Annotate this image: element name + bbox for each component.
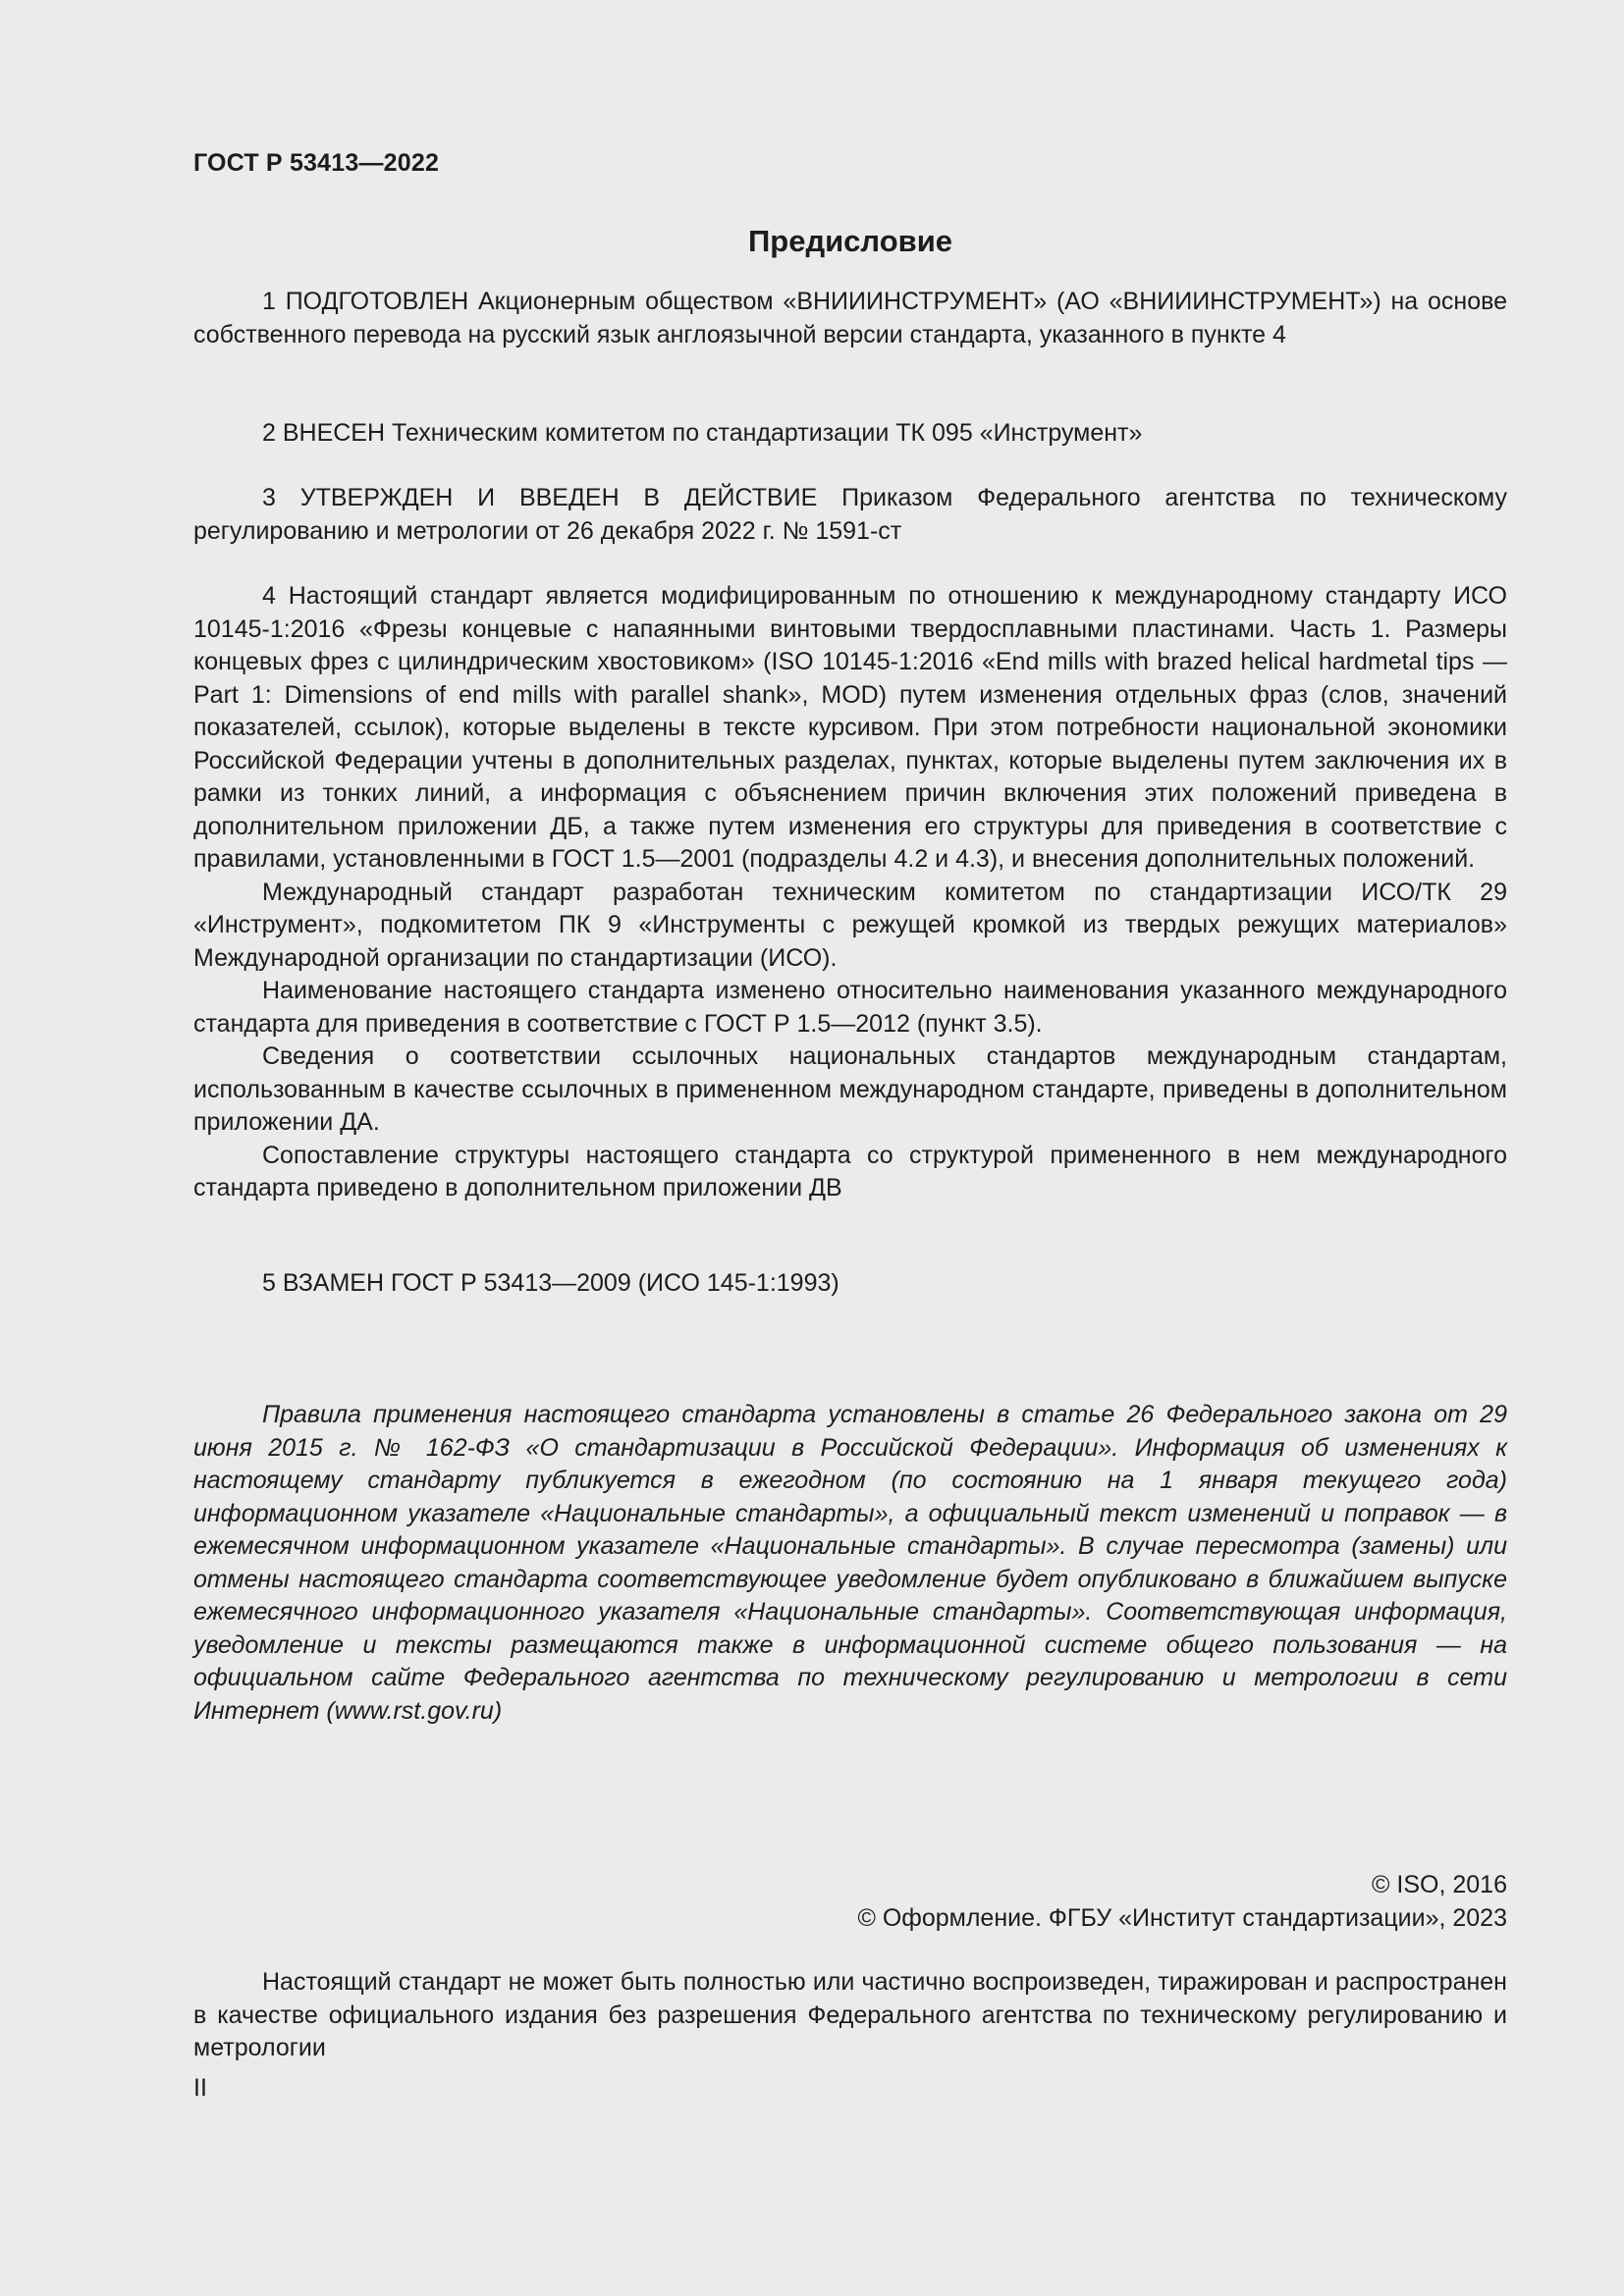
foreword-item-5 — [193, 1267, 1507, 1301]
foreword-item-2-text: 2 ВНЕСЕН Техническим комитетом по стандартизации ТК 095 «Инструмент» — [262, 419, 1143, 447]
reprint-restriction-notice: Настоящий стандарт не может быть полностью или частично воспроизведен, тиражирован и распространен в качестве официального издания без разрешения Федерального агентства по техническому регулированию и метрологии — [193, 1968, 1507, 2061]
foreword-item-5-text: 5 ВЗАМЕН ГОСТ Р 53413—2009 (ИСО 145-1:1993) — [262, 1269, 839, 1297]
page-number: II — [193, 2074, 207, 2102]
foreword-item-4-paragraph: 4 Настоящий стандарт является модифицированным по отношению к международному стандарту ИСО 10145-1:2016 «Фрезы концевые с напаянными винтовыми твердосплавными пластинами. Часть 1. Размеры концевых фрез с цилиндрическим хвостовиком» (ISO 10145-1:2016 «End mills with brazed helical hardmetal tips — Part 1: Dimensions of end mills with parallel shank», MOD) путем изменения отдельных фраз (слов, значений показателей, ссылок), которые выделены в тексте курсивом. При этом потребности национальной экономики Российской Федерации учтены в дополнительных разделах, пунктах, которые выделены путем заключения их в рамки из тонких линий, а информация с объяснением причин включения этих положений приведена в дополнительном приложении ДБ, а также путем изменения его структуры для приведения в соответствие с правилами, установленными в ГОСТ 1.5—2001 (подразделы 4.2 и 4.3), и внесения дополнительных положений. — [193, 582, 1507, 873]
copyright-iso: © ISO, 2016 — [1372, 1871, 1507, 1898]
foreword-item-4-paragraph: Наименование настоящего стандарта изменено относительно наименования указанного международного стандарта для приведения в соответствие с ГОСТ Р 1.5—2012 (пункт 3.5). — [193, 977, 1507, 1038]
foreword-item-1 — [193, 286, 1507, 351]
foreword-item-4 — [193, 580, 1507, 1205]
foreword-item-2 — [193, 417, 1507, 451]
foreword-item-4-paragraph: Сопоставление структуры настоящего стандарта со структурой примененного в нем международного стандарта приведено в дополнительном приложении ДВ — [193, 1141, 1507, 1201]
document-code-header: ГОСТ Р 53413—2022 — [193, 149, 440, 177]
foreword-item-3 — [193, 482, 1507, 548]
application-rules-notice: Правила применения настоящего стандарта установлены в статье 26 Федерального закона от 29 июня 2015 г. № 162-ФЗ «О стандартизации в Российской Федерации». Информация об изменениях к настоящему стандарту публикуется в ежегодном (по состоянию на 1 января текущего года) информационном указателе «Национальные стандарты», а официальный текст изменений и поправок — в ежемесячном информационном указателе «Национальные стандарты». В случае пересмотра (замены) или отмены настоящего стандарта соответствующее уведомление будет опубликовано в ближайшем выпуске ежемесячного информационного указателя «Национальные стандарты». Соответствующая информация, уведомление и тексты размещаются также в информационной системе общего пользования — на официальном сайте Федерального агентства по техническому регулированию и метрологии в сети Интернет (www.rst.gov.ru) — [193, 1401, 1507, 1725]
foreword-item-4-paragraph: Международный стандарт разработан техническим комитетом по стандартизации ИСО/ТК 29 «Инструмент», подкомитетом ПК 9 «Инструменты с режущей кромкой из твердых режущих материалов» Международной организации по стандартизации (ИСО). — [193, 878, 1507, 972]
foreword-item-1-text: 1 ПОДГОТОВЛЕН Акционерным обществом «ВНИИИНСТРУМЕНТ» (АО «ВНИИИНСТРУМЕНТ») на основе собственного перевода на русский язык англоязычной версии стандарта, указанного в пункте 4 — [193, 288, 1507, 348]
foreword-item-4-paragraph: Сведения о соответствии ссылочных национальных стандартов международным стандартам, использованным в качестве ссылочных в примененном международном стандарте, приведены в дополнительном приложении ДА. — [193, 1042, 1507, 1136]
foreword-item-3-text: 3 УТВЕРЖДЕН И ВВЕДЕН В ДЕЙСТВИЕ Приказом Федерального агентства по техническому регулированию и метрологии от 26 декабря 2022 г. № 1591-ст — [193, 484, 1507, 545]
page-title: Предисловие — [747, 224, 952, 258]
copyright-design: © Оформление. ФГБУ «Институт стандартизации», 2023 — [857, 1904, 1507, 1932]
copyright-block — [193, 1868, 1507, 1935]
